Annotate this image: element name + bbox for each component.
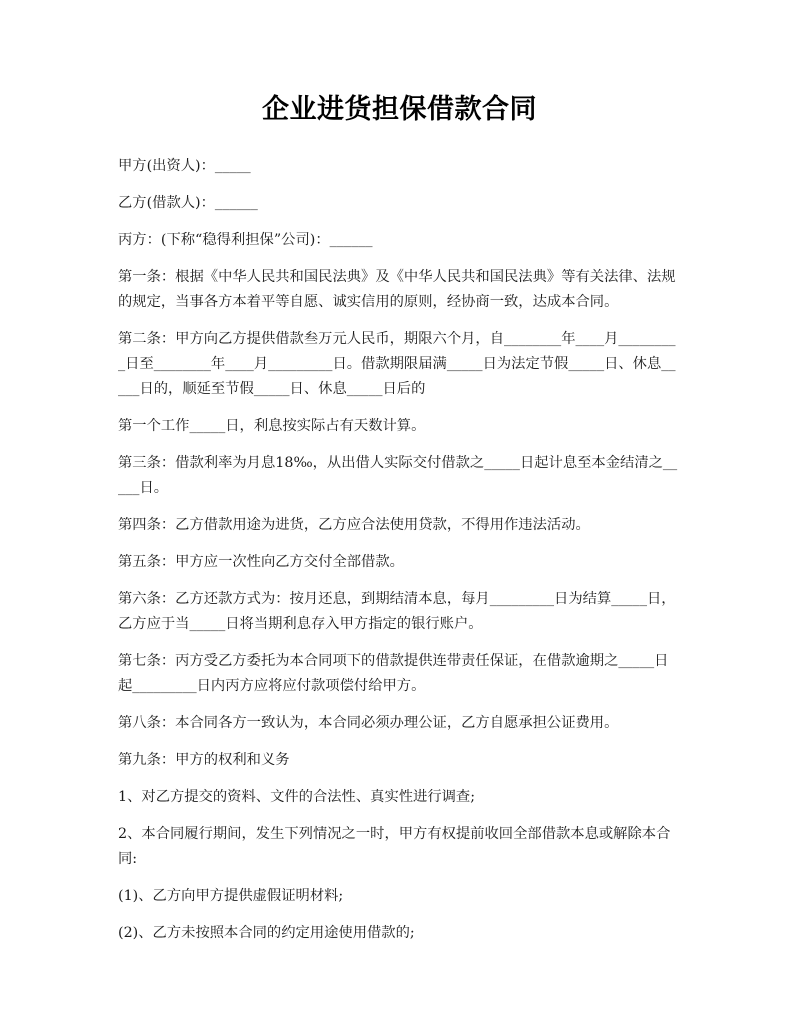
article-4: 第四条：乙方借款用途为进货，乙方应合法使用贷款，不得用作违法活动。 bbox=[118, 517, 590, 533]
party-c-line: 丙方：(下称“稳得利担保”公司)：______ bbox=[118, 232, 373, 248]
article-2-continued: 第一个工作_____日，利息按实际占有天数计算。 bbox=[118, 418, 426, 434]
article-5: 第五条：甲方应一次性向乙方交付全部借款。 bbox=[118, 554, 404, 570]
article-9-item-2-sub-2: (2)、乙方未按照本合同的约定用途使用借款的; bbox=[118, 925, 415, 941]
article-9-item-2: 2、本合同履行期间，发生下列情况之一时，甲方有权提前收回全部借款本息或解除本合同: bbox=[118, 826, 671, 867]
article-6: 第六条：乙方还款方式为：按月还息，到期结清本息，每月_________日为结算_____日，乙方应于当_____日将当期利息存入甲方指定的银行账户。 bbox=[118, 591, 676, 632]
article-9-item-1: 1、对乙方提交的资料、文件的合法性、真实性进行调查; bbox=[118, 789, 476, 805]
party-a-line: 甲方(出资人)：_____ bbox=[118, 158, 251, 174]
article-9-item-2-sub-1: (1)、乙方向甲方提供虚假证明材料; bbox=[118, 888, 344, 904]
article-3: 第三条：借款利率为月息18‰，从出借人实际交付借款之_____日起计息至本金结清之_____日。 bbox=[118, 455, 678, 496]
article-9: 第九条：甲方的权利和义务 bbox=[118, 752, 290, 768]
article-2: 第二条：甲方向乙方提供借款叁万元人民币，期限六个月，自________年____月_________日至________年____月_________日。借款期限届满_____日为法定节假_____日、休息_____日的，顺延至节假_____日、休息_____日后的 bbox=[118, 331, 676, 397]
article-7: 第七条：丙方受乙方委托为本合同项下的借款提供连带责任保证，在借款逾期之_____日起_________日内丙方应将应付款项偿付给甲方。 bbox=[118, 653, 669, 694]
document-title: 企业进货担保借款合同 bbox=[262, 94, 537, 125]
article-1: 第一条：根据《中华人民共和国民法典》及《中华人民共和国民法典》等有关法律、法规的规定，当事各方本着平等自愿、诚实信用的原则，经协商一致，达成本合同。 bbox=[118, 269, 676, 310]
article-8: 第八条：本合同各方一致认为，本合同必须办理公证，乙方自愿承担公证费用。 bbox=[118, 715, 619, 731]
party-b-line: 乙方(借款人)：______ bbox=[118, 195, 258, 211]
